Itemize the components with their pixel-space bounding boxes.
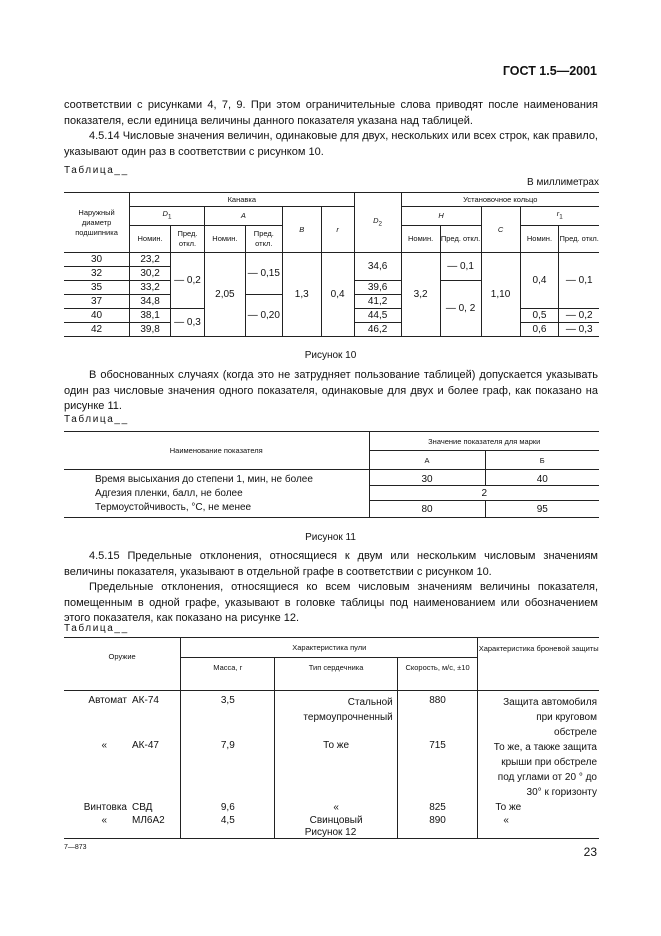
weapon-model: АК-74 <box>132 695 159 706</box>
weapon-type: Винтовка <box>83 802 127 813</box>
weapon-type: « <box>101 815 107 826</box>
cell-h-nom: 3,2 <box>401 253 440 337</box>
cell-h-tol: — 0,1 <box>440 253 481 281</box>
cell-weapon <box>64 800 181 815</box>
footer-code: 7—873 <box>64 844 87 851</box>
cell-d2: 34,6 <box>354 253 401 281</box>
figure-10-caption: Рисунок 10 <box>304 350 357 361</box>
header-ring: Установочное кольцо <box>401 193 599 207</box>
header-a-nomin: Номин. <box>204 226 245 253</box>
cell-weapon <box>64 691 181 741</box>
cell-speed: 825 <box>397 800 478 815</box>
weapon-type: « <box>101 740 107 751</box>
cell-speed: 715 <box>397 740 478 800</box>
paragraph-4-5-15: 4.5.15 Предельные отклонения, относящиеся к двум или нескольким числовым значениям величины показателя, указывают в отдельной графе в соответствии с рисунком 10. <box>64 550 598 578</box>
header-grade-a: А <box>369 451 485 470</box>
header-indicator-name: Наименование показателя <box>64 432 369 470</box>
cell-r1-tol: — 0,2 <box>559 309 599 323</box>
cell-diameter: 37 <box>64 295 130 309</box>
weapon-model: СВД <box>132 802 153 813</box>
cell-value-a: 30 <box>369 470 485 486</box>
cell-diameter: 42 <box>64 323 130 337</box>
cell-armor: « <box>478 815 599 838</box>
cell-d1-nom: 33,2 <box>130 281 171 295</box>
cell-weapon <box>64 740 181 800</box>
cell-armor: Защита автомобиля при круговом обстреле <box>478 691 599 741</box>
cell-d1-nom: 38,1 <box>130 309 171 323</box>
cell-mass: 4,5 <box>181 815 275 838</box>
header-core: Тип сердечника <box>275 658 397 691</box>
header-h-pred: Пред. откл. <box>440 226 481 253</box>
figure-11-caption: Рисунок 11 <box>305 532 356 543</box>
cell-d2: 46,2 <box>354 323 401 337</box>
table-figure-12 <box>64 637 599 839</box>
header-r: r <box>321 207 354 253</box>
header-h: H <box>401 207 481 226</box>
header-c: C <box>481 207 520 253</box>
table-units: В миллиметрах <box>527 177 599 188</box>
cell-value-ab: 2 <box>369 486 599 501</box>
table-figure-11 <box>64 431 599 518</box>
cell-d1-nom: 30,2 <box>130 267 171 281</box>
header-r1: $r_1$ <box>520 207 599 226</box>
cell-r: 0,4 <box>321 253 354 337</box>
paragraph-continuation: соответствии с рисунками 4, 7, 9. При этом ограничительные слова приводят после наименования показателя, если единица величины данного показателя указана над таблицей. <box>64 99 598 127</box>
cell-a-tol: — 0,15 <box>245 253 282 295</box>
cell-b: 1,3 <box>282 253 321 337</box>
header-a: A <box>204 207 282 226</box>
page-number: 23 <box>583 845 597 859</box>
cell-a-tol: — 0,20 <box>245 295 282 337</box>
header-mass: Масса, г <box>181 658 275 691</box>
cell-h-tol: — 0, 2 <box>440 281 481 337</box>
table-label-2: Таблица__ <box>64 414 129 425</box>
document-header: ГОСТ 1.5—2001 <box>502 64 597 78</box>
cell-d1-nom: 39,8 <box>130 323 171 337</box>
cell-r1-nom: 0,4 <box>520 253 559 309</box>
figure-12-caption: Рисунок 12 <box>304 827 357 838</box>
cell-speed: 890 <box>397 815 478 838</box>
cell-value-b: 40 <box>485 470 599 486</box>
header-diameter: Наружный диаметр подшипника <box>64 193 130 253</box>
cell-diameter: 40 <box>64 309 130 323</box>
header-r1-pred: Пред. откл. <box>559 226 599 253</box>
cell-d2: 39,6 <box>354 281 401 295</box>
cell-mass: 3,5 <box>181 691 275 741</box>
cell-speed: 880 <box>397 691 478 741</box>
header-bullet: Характеристика пули <box>181 638 478 658</box>
table-figure-10 <box>64 192 599 337</box>
cell-r1-nom: 0,6 <box>520 323 559 337</box>
weapon-model: АК-47 <box>132 740 159 751</box>
row-name: Термоустойчивость, °С, не менее <box>64 501 369 518</box>
cell-c: 1,10 <box>481 253 520 337</box>
header-indicator-value: Значение показателя для марки <box>369 432 599 451</box>
paragraph-all-values: Предельные отклонения, относящиеся ко всем числовым значениям величины показателя, помещенным в одной графе, указывают в головке таблицы под наименованием или обозначением этого показателя, как показано на рисунке 12. <box>64 581 598 624</box>
header-weapon: Оружие <box>64 638 181 691</box>
row-name: Адгезия пленки, балл, не более <box>64 486 369 501</box>
cell-d1-tol: — 0,2 <box>171 253 205 309</box>
cell-core: « <box>275 800 397 815</box>
cell-r1-tol: — 0,3 <box>559 323 599 337</box>
cell-d2: 44,5 <box>354 309 401 323</box>
header-h-nomin: Номин. <box>401 226 440 253</box>
cell-diameter: 32 <box>64 267 130 281</box>
cell-diameter: 35 <box>64 281 130 295</box>
header-speed: Скорость, м/с, ±10 <box>397 658 478 691</box>
cell-armor: То же <box>478 800 599 815</box>
cell-armor: То же, а также защита крыши при обстреле под углами от 20 ° до 30° к горизонту <box>478 740 599 800</box>
paragraph-justified-case: В обоснованных случаях (когда это не затрудняет пользование таблицей) допускается указывать один раз числовые значения одного показателя, одинаковые для двух и более граф, как показано на рисунке 11. <box>64 369 598 412</box>
weapon-type: Автомат <box>88 695 127 706</box>
header-d2: $D_2$ <box>354 193 401 253</box>
cell-a-nom: 2,05 <box>204 253 245 337</box>
weapon-model: МЛ6А2 <box>132 815 165 826</box>
header-d1-pred: Пред. откл. <box>171 226 205 253</box>
cell-core: Свинцовый <box>275 815 397 838</box>
header-r1-nomin: Номин. <box>520 226 559 253</box>
header-d1: $D_1$ <box>130 207 205 226</box>
header-grade-b: Б <box>485 451 599 470</box>
cell-mass: 7,9 <box>181 740 275 800</box>
cell-d1-nom: 23,2 <box>130 253 171 267</box>
cell-core: Стальной термоупрочненный <box>275 691 397 741</box>
header-a-pred: Пред. откл. <box>245 226 282 253</box>
table-label-1: Таблица__ <box>64 165 129 176</box>
cell-value-b: 95 <box>485 501 599 518</box>
cell-diameter: 30 <box>64 253 130 267</box>
cell-r1-tol: — 0,1 <box>559 253 599 309</box>
row-name: Время высыхания до степени 1, мин, не более <box>64 470 369 486</box>
cell-r1-nom: 0,5 <box>520 309 559 323</box>
header-groove: Канавка <box>130 193 354 207</box>
table-label-3: Таблица__ <box>64 623 129 634</box>
header-d1-nomin: Номин. <box>130 226 171 253</box>
paragraph-4-5-14: 4.5.14 Числовые значения величин, одинаковые для двух, нескольких или всех строк, как правило, указывают один раз в соответствии с рисунком 10. <box>64 130 598 158</box>
cell-d1-nom: 34,8 <box>130 295 171 309</box>
cell-value-a: 80 <box>369 501 485 518</box>
cell-d2: 41,2 <box>354 295 401 309</box>
cell-mass: 9,6 <box>181 800 275 815</box>
cell-core: То же <box>275 740 397 800</box>
header-armor: Характеристика броневой защиты <box>478 638 599 691</box>
header-b: B <box>282 207 321 253</box>
cell-d1-tol: — 0,3 <box>171 309 205 337</box>
